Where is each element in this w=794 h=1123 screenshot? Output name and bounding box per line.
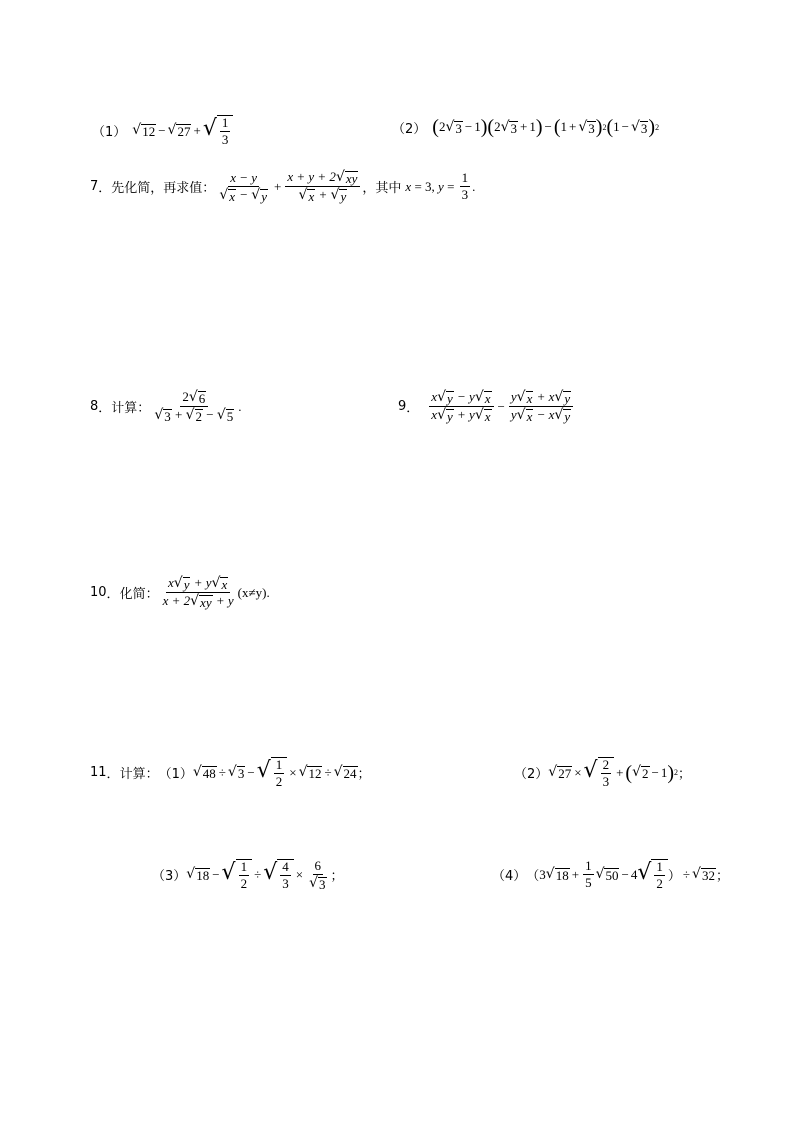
part-label: （1） bbox=[92, 125, 127, 140]
fraction-1: x − y √ x − √ y bbox=[219, 169, 267, 204]
sqrt-12: √ 12 bbox=[132, 122, 156, 139]
fraction-2: y √ x + x √ y y √ x − x √ y bbox=[509, 390, 573, 423]
problem-6-part-1: （1） √ 12 − √ 27 + √ $\frac{1}{3}$ bbox=[92, 114, 233, 147]
part-label: （4） bbox=[492, 869, 527, 884]
problem-7: 7 ． 先化简，再求值： x − y √ x − √ y + x + y + 2 √ xy √ x + √ y ，其中 x = 3, y = $\frac{1}{3}$ . bbox=[90, 169, 476, 204]
condition-text: ，其中 bbox=[362, 181, 402, 196]
problem-number: 9 bbox=[398, 399, 407, 414]
fraction: 2 √ 6 √ 3 + √ 2 − √ 5 bbox=[154, 389, 234, 424]
sqrt-27: √ 27 bbox=[167, 122, 191, 139]
part-label: （2） bbox=[514, 767, 549, 782]
problem-number: 7 bbox=[90, 179, 99, 194]
problem-number: 11 bbox=[90, 765, 107, 780]
problem-11-part-2: （2） √ 27 × √ $\frac{2}{3}$ + ( √ 2 − 1 ) 2 ； bbox=[514, 757, 692, 789]
problem-text: 先化简，再求值： bbox=[111, 181, 216, 196]
part-label: （3） bbox=[152, 869, 187, 884]
fraction: x √ y + y √ x x + 2 √ xy + y bbox=[162, 575, 234, 610]
problem-number: 10 bbox=[90, 585, 107, 600]
problem-6-part-2: （2） ( 2 √ 3 − 1 ) ( 2 √ 3 + 1 ) − ( 1 + √ 3 ) 2 ( 1 − √ 3 ) 2 bbox=[392, 116, 660, 138]
problem-11-part-3: （3） √ 18 − √ $\frac{1}{2}$ ÷ √ $\frac{4}{3}$ × 6 √ 3 ； bbox=[152, 857, 344, 892]
problem-11-part-4: （4） （ 3 √ 18 + $\frac{1}{5}$ √ 50 − 4 √ $\frac{1}{2}$ ） ÷ √ 32 ； bbox=[492, 858, 729, 891]
problem-10: 10 ． 化简： x √ y + y √ x x + 2 √ xy + y (x≠y) . bbox=[90, 575, 270, 610]
fraction-1: x √ y − y √ x x √ y + y √ x bbox=[429, 390, 493, 423]
problem-9: 9 ． x √ y − y √ x x √ y + y √ x − y √ x + x √ y y √ x − x √ y bbox=[398, 390, 575, 423]
condition: (x≠y) bbox=[237, 584, 267, 600]
problem-number: 8 bbox=[90, 399, 99, 414]
problem-8: 8 ． 计算： 2 √ 6 √ 3 + √ 2 − √ 5 . bbox=[90, 389, 242, 424]
problem-11-part-1: 11 ． 计算： （1） √ 48 ÷ √ 3 − √ $\frac{1}{2}$ × √ 12 ÷ √ 24 ； bbox=[90, 757, 371, 789]
problem-text: 化简： bbox=[119, 587, 159, 602]
part-label: （2） bbox=[392, 121, 427, 137]
fraction-2: x + y + 2 √ xy √ x + √ y bbox=[285, 170, 360, 203]
part-label: （1） bbox=[158, 767, 193, 782]
sqrt-one-third: √ $\frac{1}{3}$ bbox=[203, 114, 234, 147]
problem-text: 计算： bbox=[119, 767, 159, 782]
problem-text: 计算： bbox=[111, 401, 151, 416]
